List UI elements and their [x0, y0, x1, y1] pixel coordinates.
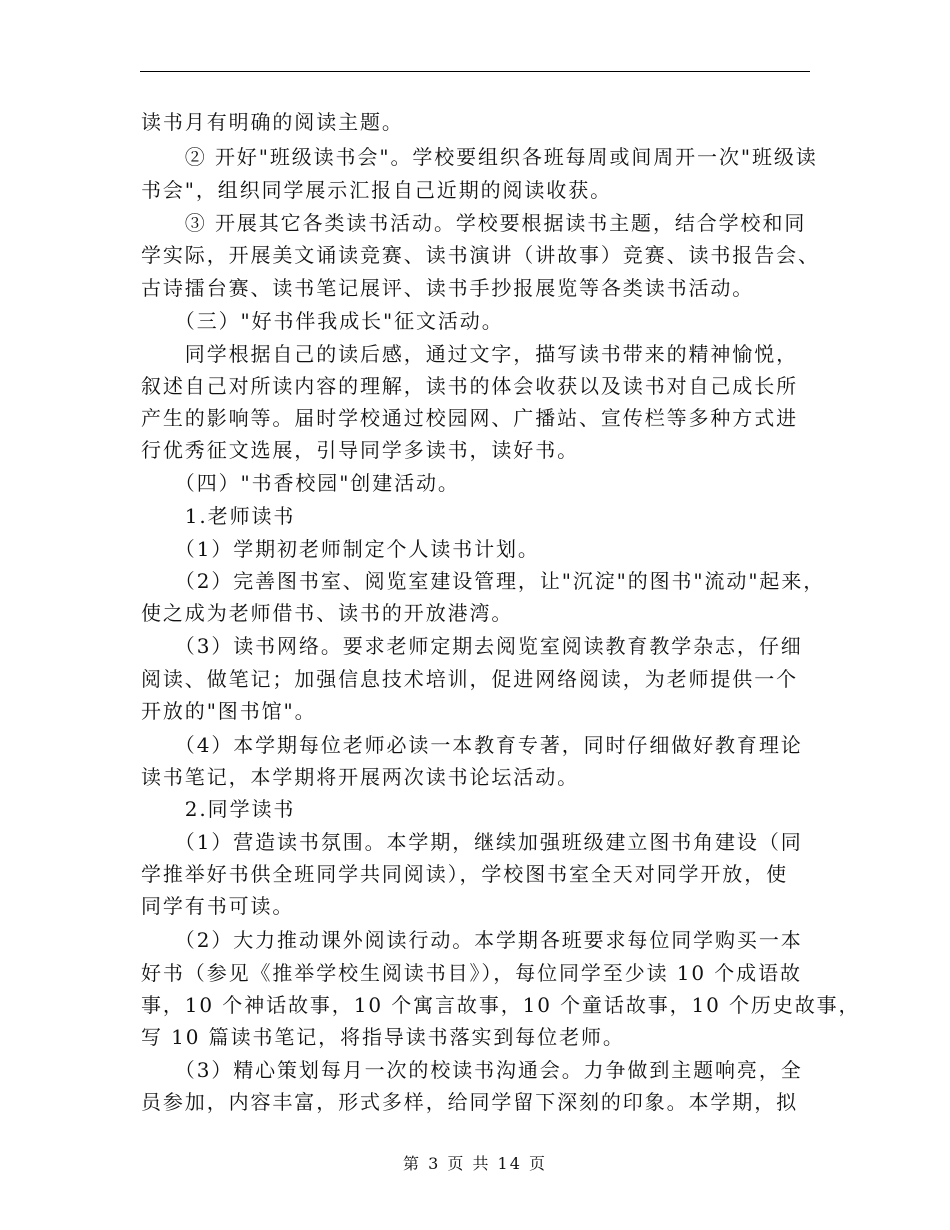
paragraph-line: 行优秀征文选展，引导同学多读书，读好书。: [141, 438, 579, 462]
subsection-heading: 2.同学读书: [141, 797, 296, 821]
paragraph-line: 使之成为老师借书、读书的开放港湾。: [141, 601, 514, 625]
paragraph-line: 古诗擂台赛、读书笔记展评、读书手抄报展览等各类读书活动。: [141, 276, 755, 300]
paragraph-line: （3）读书网络。要求老师定期去阅览室阅读教育教学杂志，仔细: [141, 634, 803, 658]
section-heading: （四）"书香校园"创建活动。: [141, 471, 460, 495]
paragraph-line: 叙述自己对所读内容的理解，读书的体会收获以及读书对自己成长所: [141, 374, 798, 398]
paragraph-line: 读书月有明确的阅读主题。: [141, 110, 404, 134]
paragraph-line: ② 开好"班级读书会"。学校要组织各班每周或间周开一次"班级读: [141, 145, 818, 169]
header-rule: [140, 71, 810, 72]
page-number-footer: 第 3 页 共 14 页: [403, 1154, 547, 1173]
paragraph-line: 好书（参见《推举学校生阅读书目》），每位同学至少读 10 个成语故: [141, 961, 802, 985]
subsection-heading: 1.老师读书: [141, 504, 296, 528]
paragraph-line: 写 10 篇读书笔记，将指导读书落实到每位老师。: [141, 1025, 625, 1049]
paragraph-line: 同学有书可读。: [141, 894, 295, 918]
paragraph-line: 读书笔记，本学期将开展两次读书论坛活动。: [141, 765, 579, 789]
paragraph-line: 学推举好书供全班同学共同阅读），学校图书室全天对同学开放，使: [141, 862, 788, 886]
paragraph-line: （2）完善图书室、阅览室建设管理，让"沉淀"的图书"流动"起来，: [141, 569, 826, 593]
paragraph-line: 产生的影响等。届时学校通过校园网、广播站、宣传栏等多种方式进: [141, 406, 798, 430]
paragraph-line: 开放的"图书馆"。: [141, 699, 317, 723]
paragraph-line: 同学根据自己的读后感，通过文字，描写读书带来的精神愉悦，: [141, 342, 798, 366]
paragraph-line: ③ 开展其它各类读书活动。学校要根据读书主题，结合学校和同: [141, 211, 807, 235]
paragraph-line: 事，10 个神话故事，10 个寓言故事，10 个童话故事，10 个历史故事，: [141, 993, 861, 1017]
paragraph-line: （1）学期初老师制定个人读书计划。: [141, 537, 540, 561]
paragraph-line: （3）精心策划每月一次的校读书沟通会。力争做到主题响亮，全: [141, 1058, 803, 1082]
paragraph-line: （1）营造读书氛围。本学期，继续加强班级建立图书角建设（同: [141, 830, 803, 854]
paragraph-line: （4）本学期每位老师必读一本教育专著，同时仔细做好教育理论: [141, 733, 803, 757]
section-heading: （三）"好书伴我成长"征文活动。: [141, 309, 504, 333]
paragraph-line: 书会"，组织同学展示汇报自己近期的阅读收获。: [141, 178, 612, 202]
paragraph-line: 阅读、做笔记；加强信息技术培训，促进网络阅读，为老师提供一个: [141, 667, 798, 691]
paragraph-line: 员参加，内容丰富，形式多样，给同学留下深刻的印象。本学期，拟: [141, 1090, 798, 1114]
paragraph-line: 学实际，开展美文诵读竞赛、读书演讲（讲故事）竞赛、读书报告会、: [141, 243, 820, 267]
paragraph-line: （2）大力推动课外阅读行动。本学期各班要求每位同学购买一本: [141, 928, 803, 952]
